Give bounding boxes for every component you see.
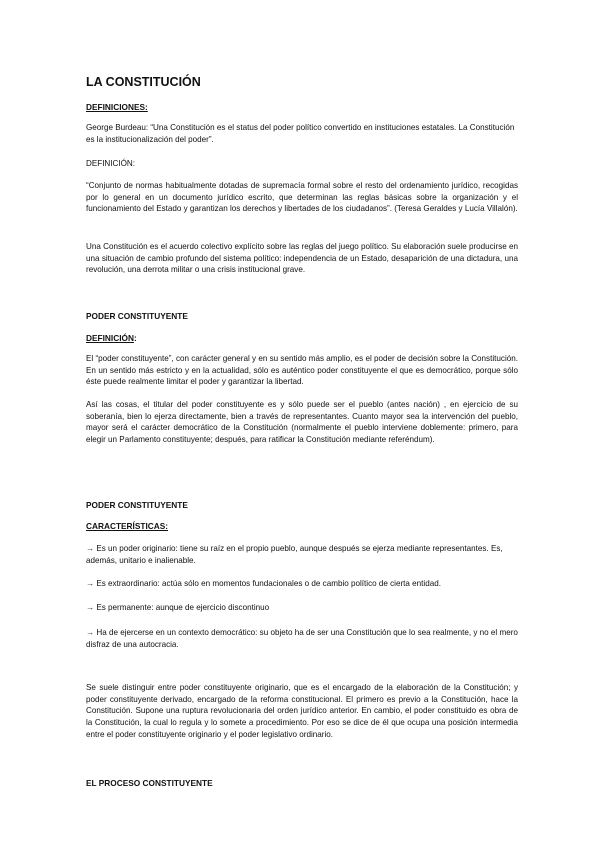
list-item-text: Ha de ejercerse en un contexto democrático: su objeto ha de ser una Constitución que lo sea realmente, y no el mero disfraz de una autocracia.: [86, 628, 518, 649]
list-item-text: Es un poder originario: tiene su raíz en el propio pueblo, aunque después se ejerza mediante representantes. Es, además, unitario e inalienable.: [86, 544, 503, 565]
poder-paragraph-2: Así las cosas, el titular del poder constituyente es y sólo puede ser el pueblo (antes nación) , en ejercicio de su soberanía, bien lo ejerza directamente, bien a través de representantes. Cuanto mayor sea la intervención del pueblo, mayor será el carácter democrático de la Constitución (normalmente el pueblo interviene doblemente: primero, para elegir un Parlamento constituyente; después, para ratificar la Constitución mediante referéndum).: [86, 400, 518, 445]
page-title: LA CONSTITUCIÓN: [86, 75, 201, 89]
definiciones-heading: DEFINICIONES:: [86, 102, 148, 112]
poder-constituyente-heading-2: PODER CONSTITUYENTE: [86, 500, 188, 510]
definicion-heading-1: DEFINICIÓN:: [86, 159, 136, 168]
definicion-heading-2-colon: :: [133, 333, 137, 343]
list-item: [86, 602, 518, 614]
list-item: [86, 543, 518, 566]
list-item: [86, 578, 518, 590]
acuerdo-paragraph: Una Constitución es el acuerdo colectivo explícito sobre las reglas del juego político. Su elaboración suele producirse en una situación de cambio profundo del sistema político: independencia de un Estado, desaparición de una dictadura, una revolución, una derrota militar o una crisis institucional grave.: [86, 242, 518, 275]
distinguir-paragraph: Se suele distinguir entre poder constituyente originario, que es el encargado de la elaboración de la Constitución; y poder constituyente derivado, encargado de la reforma constitucional. El primero es previo a la Constitución, hace la Constitución. Supone una ruptura revolucionaria del orden jurídico anterior. En cambio, el poder constituido es obra de la Constitución, la cual lo regula y lo somete a procedimiento. Por eso se dice de él que ocupa una posición intermedia entre el poder constituyente originario y el poder legislativo ordinario.: [86, 683, 518, 739]
burdeau-definition: George Burdeau: “Una Constitución es el status del poder político convertido en instituciones estatales. La Constitución es la institucionalización del poder”.: [86, 123, 515, 144]
arrow-icon: →: [86, 628, 95, 637]
arrow-icon: →: [86, 579, 95, 588]
poder-constituyente-heading-1: PODER CONSTITUYENTE: [86, 311, 188, 321]
definicion-heading-2: [86, 333, 518, 345]
definicion-quote: “Conjunto de normas habitualmente dotadas de supremacía formal sobre el resto del ordenamiento jurídico, recogidas por lo general en un documento jurídico escrito, que determinan las reglas básicas sobre la organización y el funcionamiento del Estado y garantizan los derechos y libertades de los ciudadanos”. (Teresa Geraldes y Lucía Villalón).: [86, 181, 518, 214]
proceso-constituyente-heading: EL PROCESO CONSTITUYENTE: [86, 778, 213, 788]
poder-paragraph-1: El “poder constituyente”, con carácter general y en su sentido más amplio, es el poder de decisión sobre la Constitución. En un sentido más estricto y en la actualidad, sólo es auténtico poder constituyente el que es democrático, porque sólo éste puede realmente limitar el poder y garantizar la libertad.: [86, 354, 518, 387]
list-item-text: Es permanente: aunque de ejercicio discontinuo: [96, 603, 270, 612]
list-item: [86, 627, 518, 650]
caracteristicas-heading: CARACTERÍSTICAS:: [86, 521, 169, 531]
arrow-icon: →: [86, 544, 95, 553]
list-item-text: Es extraordinario: actúa sólo en momentos fundacionales o de cambio político de cierta entidad.: [96, 579, 441, 588]
arrow-icon: →: [86, 603, 95, 612]
definicion-heading-2-label: DEFINICIÓN: [86, 333, 134, 343]
